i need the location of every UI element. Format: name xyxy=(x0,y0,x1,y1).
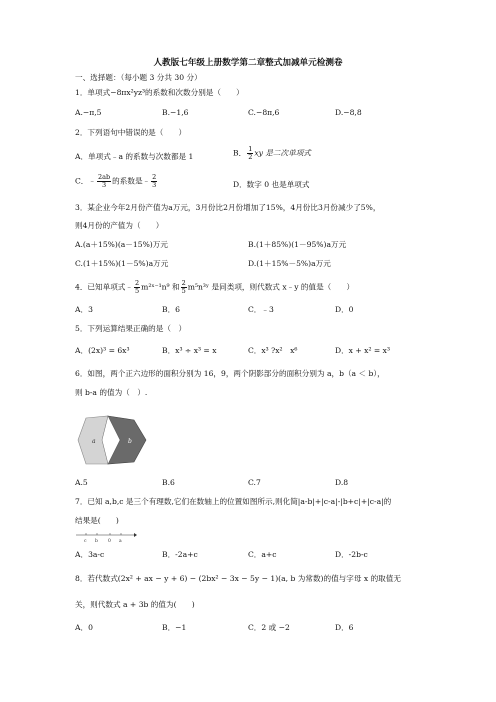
axis-label-0: 0 xyxy=(108,539,111,544)
fraction-denominator: 2 xyxy=(248,153,253,161)
q5-option-a: A．(2x)³ = 6x³ xyxy=(75,346,130,355)
axis-label-c: c xyxy=(84,539,87,544)
q6-option-d: D.8 xyxy=(335,478,349,487)
axis-label-a: a xyxy=(119,539,122,544)
q4-stem-prefix: 4．已知单项式﹣ xyxy=(75,282,133,292)
q3-option-a: A.(a＋15%)(a－15%)万元 xyxy=(75,240,168,249)
fraction xyxy=(134,280,140,295)
q2-option-a: A．单项式﹣a 的系数与次数都是 1 xyxy=(75,152,194,161)
section-heading: 一、选择题：（每小题 3 分共 30 分） xyxy=(75,73,202,82)
q6-option-b: B.6 xyxy=(162,478,175,487)
q4-stem-suffix: m⁵n³ʸ 是同类项，则代数式 x﹣y 的值是（ ） xyxy=(187,282,355,292)
number-line xyxy=(76,530,136,544)
question-8-stem-line2: 关，则代数式 a + 3b 的值为( ) xyxy=(75,600,195,609)
q3-option-d: D.(1＋15%－5%)a万元 xyxy=(248,259,331,268)
q1-option-d: D.−8,8 xyxy=(335,108,362,117)
q2-option-b xyxy=(233,146,311,161)
q4-stem-middle: m²ˣ⁻¹n⁹ 和 xyxy=(141,282,180,292)
q8-option-b: B．−1 xyxy=(162,623,187,632)
fraction xyxy=(151,174,157,189)
label-b: b xyxy=(128,438,132,445)
arrow-icon xyxy=(134,533,137,537)
question-4-stem xyxy=(75,280,354,295)
question-8-stem-line1: 8．若代数式(2x² + ax − y + 6) − (2bx² − 3x − 5y − 1)(a, b 为常数)的值与字母 x 的取值无 xyxy=(75,574,401,583)
fraction-numerator: 2 xyxy=(152,173,157,181)
q7-option-a: A．3a-c xyxy=(75,550,105,559)
fraction-numerator: 2ab xyxy=(98,173,111,181)
q7-option-c: C．a+c xyxy=(248,550,277,559)
question-6-stem-line2: 则 b-a 的值为（ ）. xyxy=(75,388,148,397)
q4-option-b: B．6 xyxy=(162,305,181,314)
fraction xyxy=(97,174,111,189)
fraction-denominator: 5 xyxy=(135,287,140,295)
fraction xyxy=(247,146,253,161)
fraction-denominator: 3 xyxy=(102,181,107,189)
q6-option-c: C.7 xyxy=(248,478,261,487)
q1-option-b: B.−1,6 xyxy=(162,108,189,117)
q3-option-b: B.(1＋85%)(1－95%)a万元 xyxy=(248,240,347,249)
question-2-stem: 2．下列语句中错误的是（ ） xyxy=(75,128,187,137)
q5-option-c: C．x³ ?x² x⁶ xyxy=(248,346,298,355)
q7-option-b: B．-2a+c xyxy=(162,550,198,559)
question-1-stem: 1．单项式−8πx²yz³的系数和次数分别是（ ） xyxy=(75,88,244,97)
q2-option-b-prefix: B． xyxy=(233,148,247,158)
q5-option-d: D．x + x² = x³ xyxy=(335,346,390,355)
question-7-stem-line1: 7．已知 a,b,c 是三个有理数,它们在数轴上的位置如图所示,则化简|a-b|+|c-a|-|b+c|+|c-a|的 xyxy=(75,497,392,506)
fraction xyxy=(181,280,187,295)
question-7-stem-line2: 结果是( ) xyxy=(75,516,119,525)
q2-option-d: D．数字 0 也是单项式 xyxy=(233,180,310,189)
q6-option-a: A.5 xyxy=(75,478,88,487)
q1-option-a: A.−π,5 xyxy=(75,108,102,117)
q1-option-c: C.−8π,6 xyxy=(248,108,280,117)
fraction-denominator: 5 xyxy=(181,287,186,295)
q4-option-c: C．﹣3 xyxy=(248,305,274,314)
q7-option-d: D．-2b-c xyxy=(335,550,368,559)
q8-option-d: D．6 xyxy=(335,623,354,632)
q8-option-a: A．0 xyxy=(75,623,93,632)
page-title: 人教版七年级上册数学第二章整式加减单元检测卷 xyxy=(153,58,343,68)
q5-option-b: B．x³ ÷ x³ = x xyxy=(162,346,217,355)
hexagons-figure xyxy=(76,410,156,472)
question-3-stem-line2: 则4月份的产值为（ ） xyxy=(75,221,164,230)
label-a: a xyxy=(92,438,96,445)
question-6-stem-line1: 6．如图，两个正六边形的面积分别为 16，9，两个阴影部分的面积分别为 a，b（a ＜ b）， xyxy=(75,369,385,378)
fraction-numerator: 2 xyxy=(135,279,140,287)
fraction-numerator: 2 xyxy=(181,279,186,287)
fraction-numerator: 1 xyxy=(248,145,253,153)
q2-option-c-text: 的系数是﹣ xyxy=(112,176,151,186)
q2-option-c xyxy=(75,174,158,189)
q8-option-c: C．2 或 −2 xyxy=(248,623,290,632)
question-5-stem: 5．下列运算结果正确的是（ ） xyxy=(75,324,187,333)
q2-option-b-text: xy 是二次单项式 xyxy=(254,148,311,158)
q2-option-c-prefix: C．﹣ xyxy=(75,176,96,186)
q4-option-a: A．3 xyxy=(75,305,93,314)
question-3-stem-line1: 3．某企业今年2月份产值为a万元，3月份比2月份增加了15%，4月份比3月份减少了5%， xyxy=(75,203,381,212)
q3-option-c: C.(1＋15%)(1－5%)a万元 xyxy=(75,259,169,268)
q4-option-d: D．0 xyxy=(335,305,354,314)
axis-label-b: b xyxy=(95,539,98,544)
fraction-denominator: 3 xyxy=(152,181,157,189)
